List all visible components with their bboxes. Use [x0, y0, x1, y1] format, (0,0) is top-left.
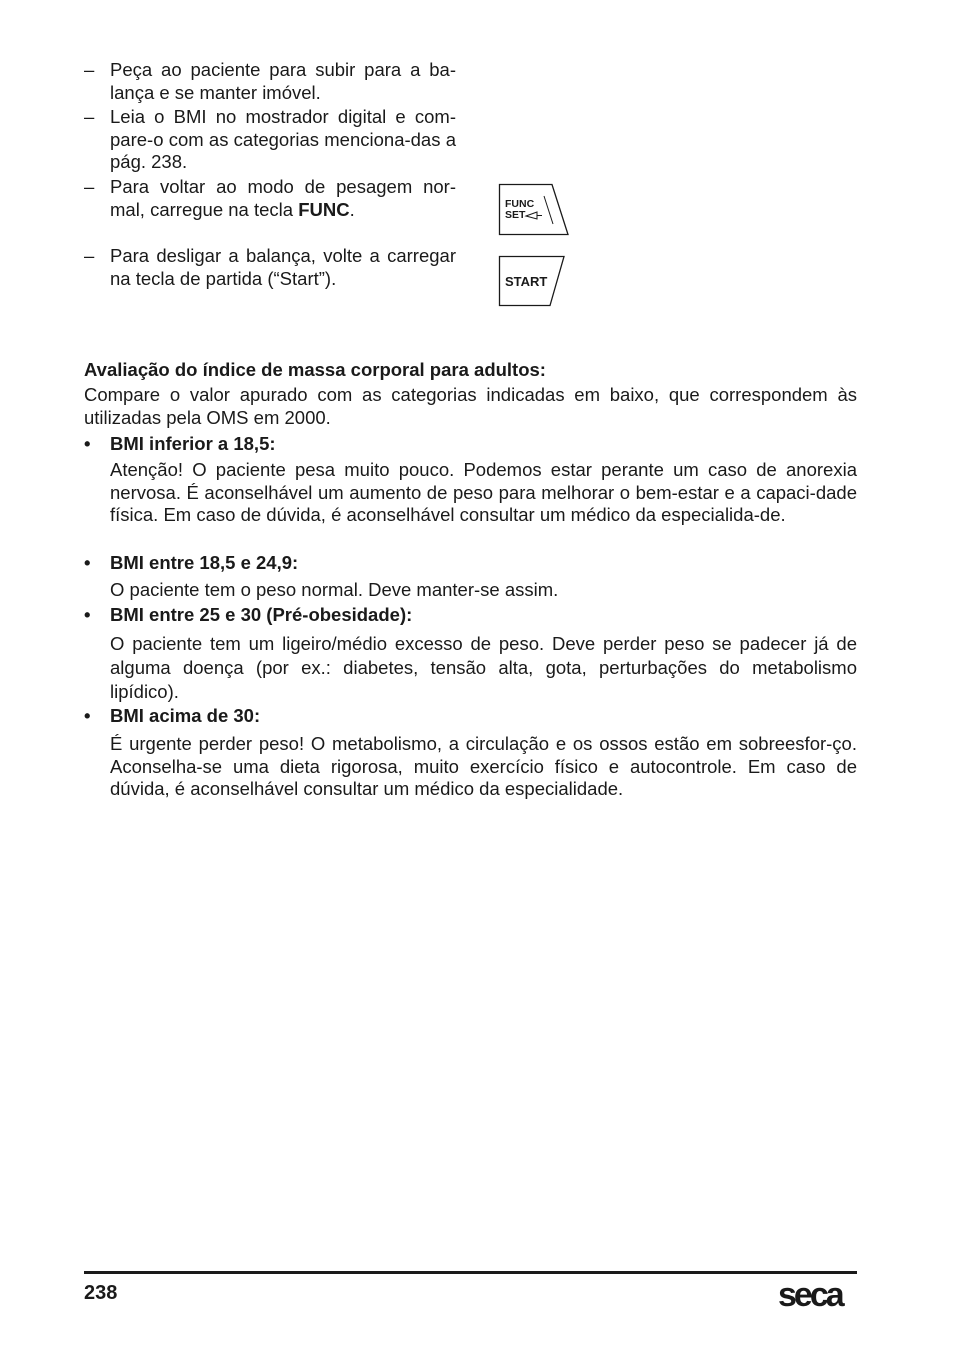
category-heading: • BMI entre 25 e 30 (Pré-obesidade): — [84, 604, 413, 625]
brand-name: seca — [778, 1276, 842, 1313]
section-heading: Avaliação do índice de massa corporal para adultos: — [84, 359, 546, 380]
category-heading: • BMI inferior a 18,5: — [84, 433, 276, 454]
section-intro: Compare o valor apurado com as categorias indicadas em baixo, que correspondem às utilizadas pela OMS em 2000. — [84, 384, 857, 428]
instruction-text: Leia o BMI no mostrador digital e com-pare-o com as categorias menciona-das a pág. 238. — [110, 106, 456, 172]
instruction-item — [84, 59, 456, 104]
dash-marker: – — [84, 59, 95, 80]
bullet-marker: • — [84, 433, 91, 454]
start-key-label: START — [505, 274, 548, 289]
page-number: 238 — [84, 1282, 118, 1304]
category-text: Atenção! O paciente pesa muito pouco. Podemos estar perante um caso de anorexia nervosa. É aconselhável um aumento de peso para melhorar o bem-estar e a capaci-dade física. Em caso de dúvida, é aconselhável consultar um médico da especialida-de. — [110, 459, 857, 525]
bullet-marker: • — [84, 604, 91, 625]
category-text: O paciente tem um ligeiro/médio excesso de peso. Deve perder peso se padecer já de alguma doença (por ex.: diabetes, tensão alta, gota, perturbações do metabolismo lipídico). — [110, 633, 857, 702]
category-heading: • BMI acima de 30: — [84, 705, 261, 726]
category-heading: • BMI entre 18,5 e 24,9: — [84, 552, 299, 573]
instruction-text: Peça ao paciente para subir para a ba-lança e se manter imóvel. — [110, 59, 456, 103]
dash-marker: – — [84, 106, 95, 127]
dash-marker: – — [84, 245, 95, 266]
instruction-item — [84, 176, 456, 221]
instruction-item — [84, 106, 456, 174]
instruction-text: Para voltar ao modo de pesagem nor-mal, carregue na tecla FUNC. — [110, 176, 456, 220]
seca-logo — [778, 1273, 858, 1318]
start-key-icon — [498, 255, 566, 307]
dash-marker: – — [84, 176, 95, 197]
category-text: É urgente perder peso! O metabolismo, a circulação e os ossos estão em sobreesfor-ço. Aconselha-se uma dieta rigorosa, muito exercício físico e autocontrole. Em caso de dúvida, é aconselhável consultar um médico da especialidade. — [110, 733, 857, 799]
instruction-text: Para desligar a balança, volte a carregar na tecla de partida (“Start”). — [110, 245, 456, 289]
func-key-label: FUNC — [505, 198, 535, 210]
bullet-marker: • — [84, 705, 91, 726]
func-key-name: FUNC — [298, 198, 350, 220]
func-set-key-icon — [498, 183, 570, 236]
bullet-marker: • — [84, 552, 91, 573]
instruction-item — [84, 245, 456, 290]
footer-rule — [84, 1271, 857, 1274]
set-key-label: SET — [505, 209, 526, 221]
category-text: O paciente tem o peso normal. Deve manter-se assim. — [110, 579, 559, 600]
